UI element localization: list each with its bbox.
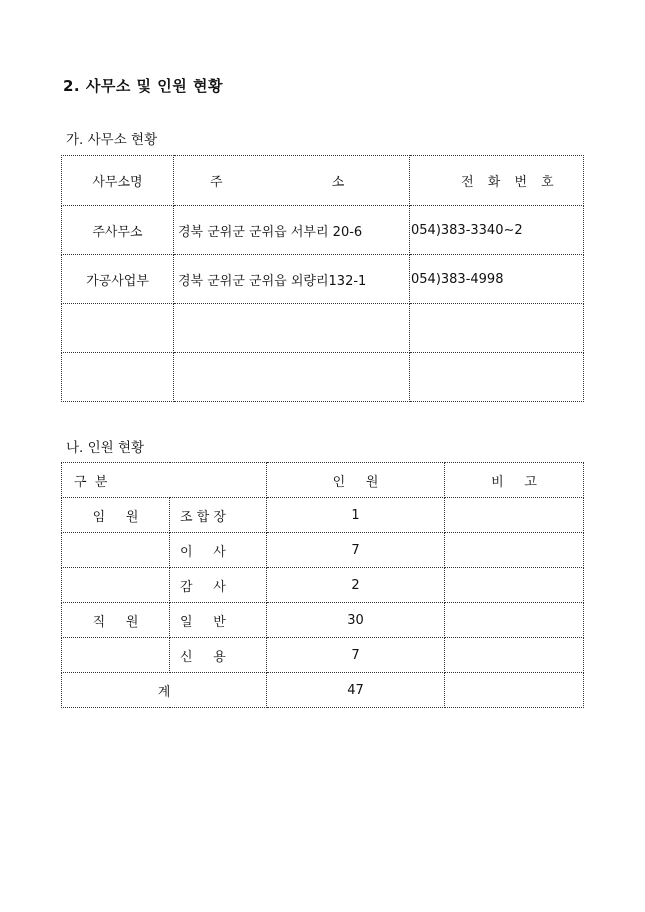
office-phone bbox=[410, 304, 584, 353]
header-address-part2: 소 bbox=[331, 175, 345, 190]
office-row bbox=[62, 255, 584, 304]
staff-note bbox=[445, 498, 584, 533]
section-title: 2. 사무소 및 인원 현황 bbox=[63, 77, 223, 95]
staff-group bbox=[62, 568, 170, 603]
office-phone bbox=[410, 353, 584, 402]
staff-note bbox=[445, 603, 584, 638]
office-table bbox=[61, 155, 584, 402]
header-count: 인 원 bbox=[267, 463, 445, 498]
office-row bbox=[62, 206, 584, 255]
office-address: 경북 군위군 군위읍 외량리132-1 bbox=[174, 255, 410, 304]
staff-header-row bbox=[62, 463, 584, 498]
staff-count: 2 bbox=[267, 568, 445, 603]
office-name: 주사무소 bbox=[62, 206, 174, 255]
office-row bbox=[62, 353, 584, 402]
staff-row bbox=[62, 603, 584, 638]
office-phone: 054)383-3340∼2 bbox=[410, 206, 584, 255]
header-phone: 전 화 번 호 bbox=[410, 156, 584, 206]
staff-role: 감 사 bbox=[170, 568, 267, 603]
staff-row bbox=[62, 638, 584, 673]
total-note bbox=[445, 673, 584, 708]
staff-role: 이 사 bbox=[170, 533, 267, 568]
header-address bbox=[174, 156, 410, 206]
office-phone: 054)383-4998 bbox=[410, 255, 584, 304]
header-address-part1: 주 bbox=[210, 175, 223, 190]
staff-note bbox=[445, 638, 584, 673]
office-name bbox=[62, 304, 174, 353]
staff-total-row bbox=[62, 673, 584, 708]
staff-row bbox=[62, 568, 584, 603]
header-note: 비 고 bbox=[445, 463, 584, 498]
office-subtitle: 가. 사무소 현황 bbox=[66, 132, 158, 148]
office-name bbox=[62, 353, 174, 402]
staff-count: 7 bbox=[267, 638, 445, 673]
staff-table bbox=[61, 462, 584, 708]
office-row bbox=[62, 304, 584, 353]
office-address: 경북 군위군 군위읍 서부리 20-6 bbox=[174, 206, 410, 255]
office-name: 가공사업부 bbox=[62, 255, 174, 304]
staff-group bbox=[62, 638, 170, 673]
staff-count: 7 bbox=[267, 533, 445, 568]
header-category: 구 분 bbox=[62, 463, 267, 498]
office-address bbox=[174, 353, 410, 402]
office-address bbox=[174, 304, 410, 353]
staff-subtitle: 나. 인원 현황 bbox=[66, 440, 145, 456]
staff-count: 30 bbox=[267, 603, 445, 638]
staff-count: 1 bbox=[267, 498, 445, 533]
total-count: 47 bbox=[267, 673, 445, 708]
staff-role: 일 반 bbox=[170, 603, 267, 638]
staff-note bbox=[445, 568, 584, 603]
header-office-name: 사무소명 bbox=[62, 156, 174, 206]
staff-row bbox=[62, 533, 584, 568]
staff-group bbox=[62, 533, 170, 568]
staff-role: 신 용 bbox=[170, 638, 267, 673]
staff-role: 조 합 장 bbox=[170, 498, 267, 533]
staff-group: 임 원 bbox=[62, 498, 170, 533]
office-header-row bbox=[62, 156, 584, 206]
staff-row bbox=[62, 498, 584, 533]
staff-group: 직 원 bbox=[62, 603, 170, 638]
staff-note bbox=[445, 533, 584, 568]
total-label: 계 bbox=[62, 673, 267, 708]
